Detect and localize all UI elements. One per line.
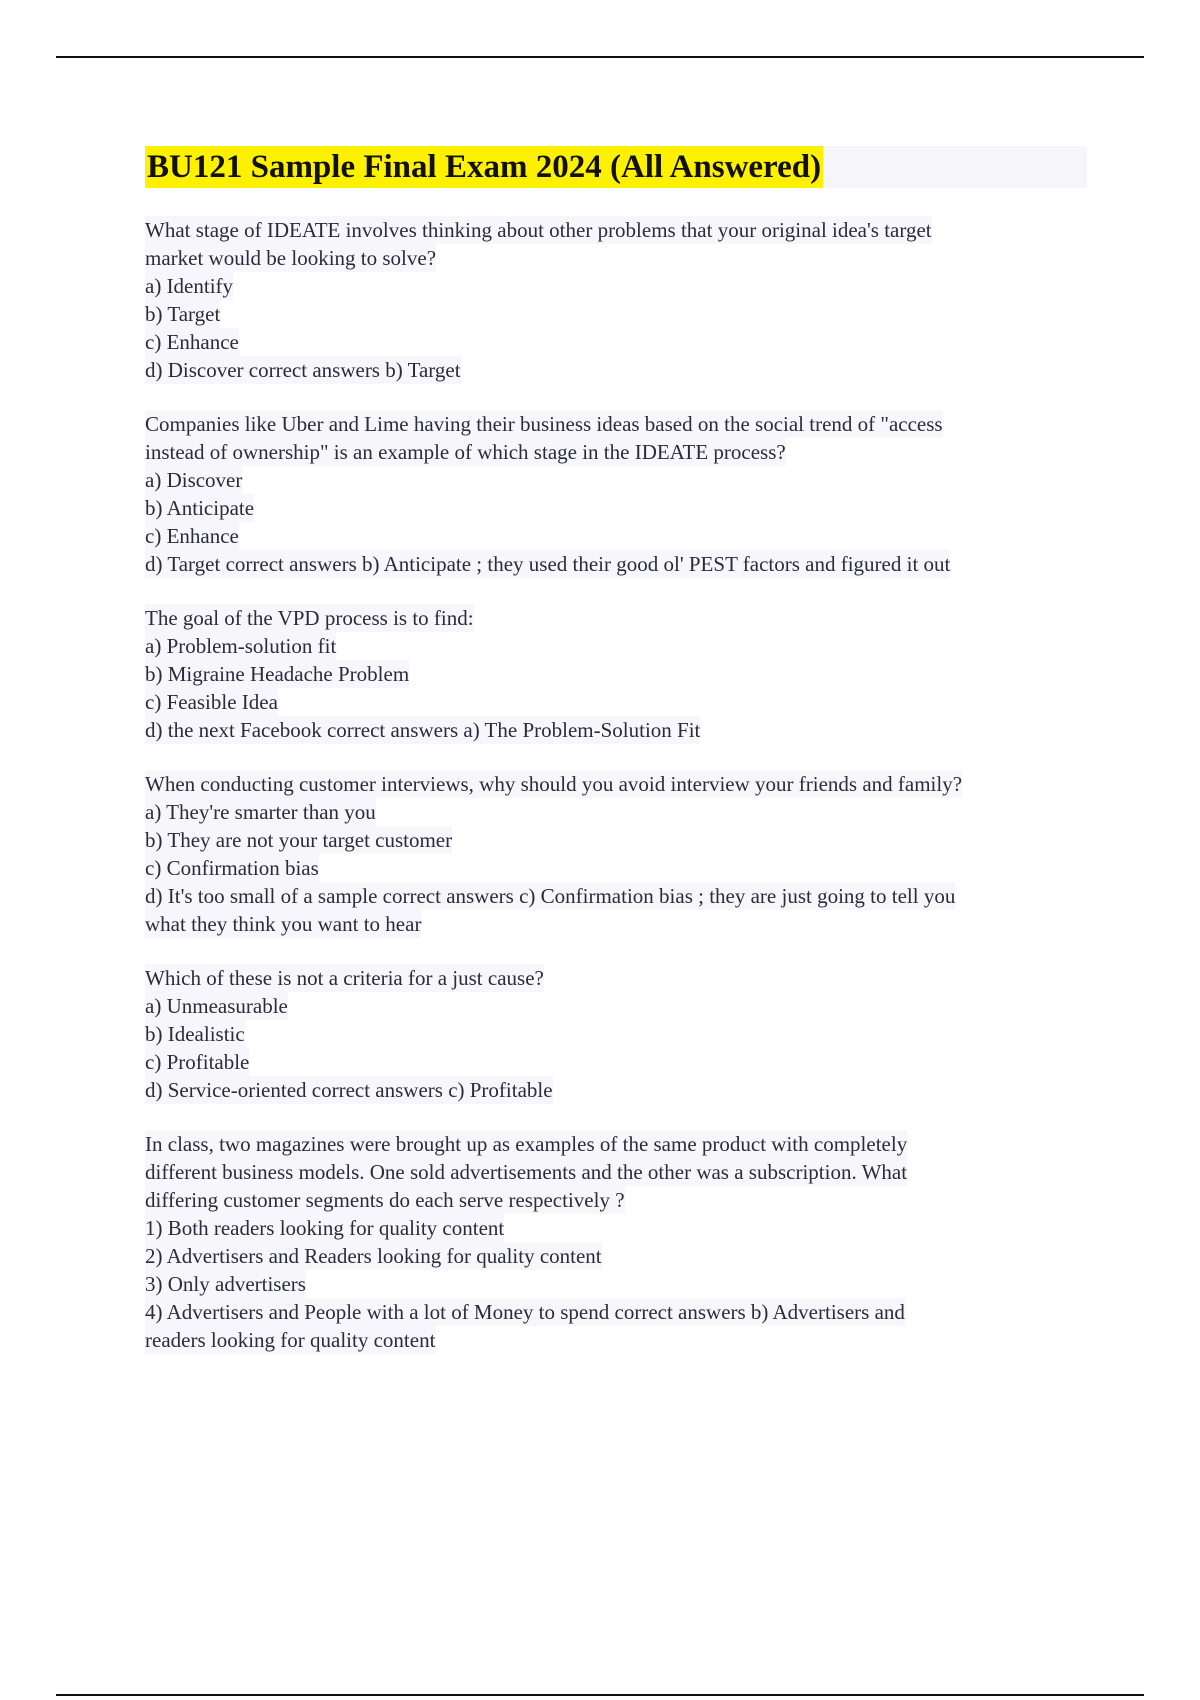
document-body — [145, 146, 1087, 1380]
question-block — [145, 1130, 1087, 1354]
question-line: market would be looking to solve? — [145, 246, 437, 270]
question-line: 1) Both readers looking for quality content — [145, 1216, 505, 1240]
question-line: a) Identify — [145, 274, 234, 298]
question-block — [145, 604, 1087, 744]
question-line: 2) Advertisers and Readers looking for quality content — [145, 1244, 602, 1268]
title-band — [145, 146, 1087, 188]
question-line: 3) Only advertisers — [145, 1272, 306, 1296]
question-list — [145, 216, 1087, 1354]
question-line: c) Profitable — [145, 1050, 250, 1074]
question-line: d) the next Facebook correct answers a) The Problem-Solution Fit — [145, 718, 701, 742]
question-line: d) It's too small of a sample correct answers c) Confirmation bias ; they are just going to tell you — [145, 884, 956, 908]
question-block — [145, 770, 1087, 938]
question-line: c) Enhance — [145, 524, 239, 548]
question-block — [145, 216, 1087, 384]
question-line: d) Service-oriented correct answers c) Profitable — [145, 1078, 553, 1102]
question-block — [145, 410, 1087, 578]
question-line: a) Discover — [145, 468, 243, 492]
question-text: When conducting customer interviews, why should you avoid interview your friends and family? — [145, 772, 963, 796]
top-rule — [56, 56, 1144, 58]
question-line: what they think you want to hear — [145, 912, 422, 936]
question-line: b) Anticipate — [145, 496, 255, 520]
question-text: Which of these is not a criteria for a just cause? — [145, 966, 544, 990]
question-line: instead of ownership" is an example of which stage in the IDEATE process? — [145, 440, 786, 464]
question-line: b) Target — [145, 302, 221, 326]
question-line: b) They are not your target customer — [145, 828, 453, 852]
question-text: What stage of IDEATE involves thinking about other problems that your original idea's target — [145, 218, 932, 242]
question-line: b) Migraine Headache Problem — [145, 662, 410, 686]
question-line: d) Target correct answers b) Anticipate ; they used their good ol' PEST factors and figured it out — [145, 552, 951, 576]
question-line: differing customer segments do each serve respectively ? — [145, 1188, 625, 1212]
question-line: a) Problem-solution fit — [145, 634, 337, 658]
document-title: BU121 Sample Final Exam 2024 (All Answered) — [145, 146, 823, 188]
bottom-rule — [56, 1694, 1144, 1696]
question-line: a) They're smarter than you — [145, 800, 376, 824]
question-line: a) Unmeasurable — [145, 994, 288, 1018]
question-line: c) Feasible Idea — [145, 690, 278, 714]
question-line: c) Confirmation bias — [145, 856, 319, 880]
question-block — [145, 964, 1087, 1104]
question-line: readers looking for quality content — [145, 1328, 436, 1352]
question-line: d) Discover correct answers b) Target — [145, 358, 461, 382]
question-line: b) Idealistic — [145, 1022, 245, 1046]
question-line: different business models. One sold advertisements and the other was a subscription. What — [145, 1160, 908, 1184]
question-text: Companies like Uber and Lime having their business ideas based on the social trend of "access — [145, 412, 943, 436]
question-line: c) Enhance — [145, 330, 239, 354]
question-line: 4) Advertisers and People with a lot of Money to spend correct answers b) Advertisers and — [145, 1300, 905, 1324]
question-text: In class, two magazines were brought up as examples of the same product with completely — [145, 1132, 908, 1156]
question-text: The goal of the VPD process is to find: — [145, 606, 474, 630]
